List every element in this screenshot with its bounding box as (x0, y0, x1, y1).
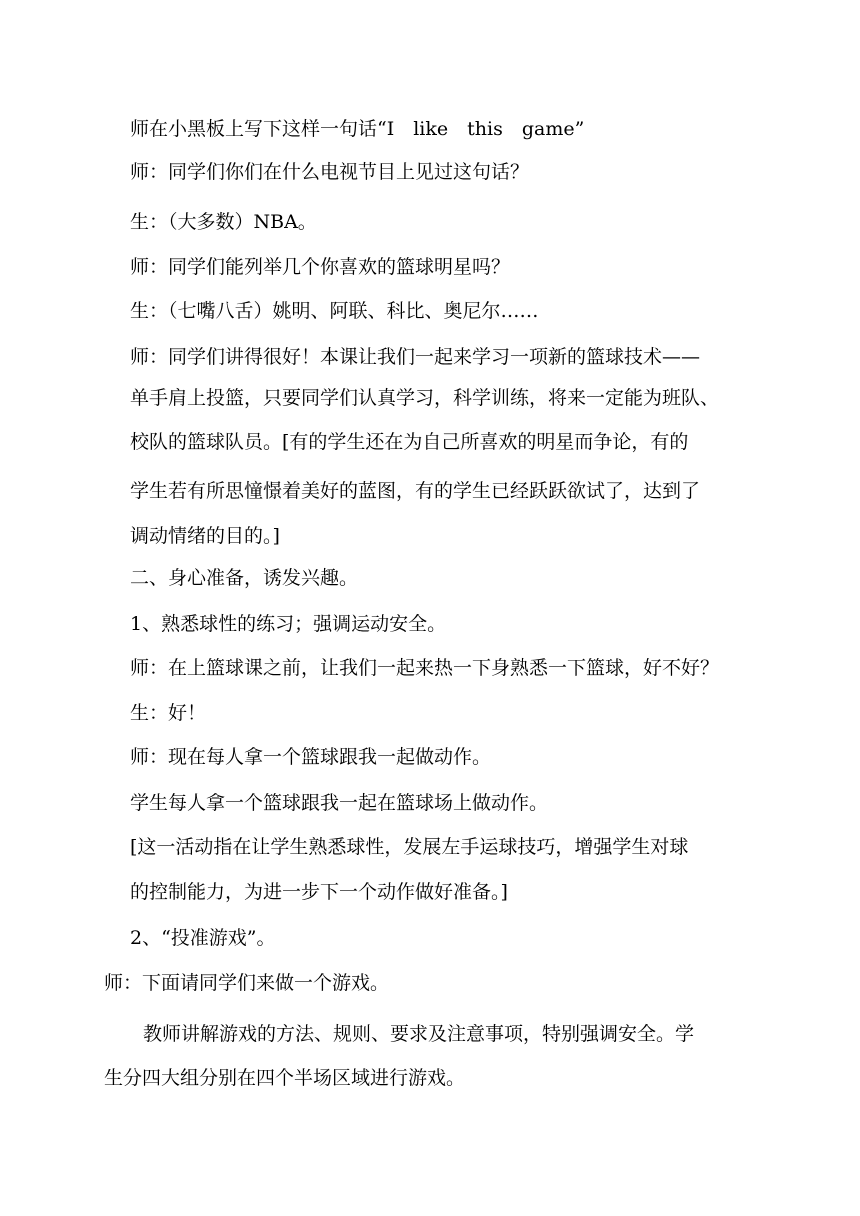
text-line-12: 1、熟悉球性的练习；强调运动安全。 (130, 613, 447, 635)
text-line-9: 学生若有所思憧憬着美好的蓝图，有的学生已经跃跃欲试了，达到了 (130, 480, 701, 502)
text-line-19: 2、“投准游戏”。 (130, 927, 276, 949)
text-line-2: 师：同学们你们在什么电视节目上见过这句话？ (130, 161, 530, 183)
text-line-8: 校队的篮球队员。[有的学生还在为自己所喜欢的明星而争论，有的 (130, 431, 689, 453)
text-line-3: 生：（大多数）NBA。 (130, 211, 317, 233)
text-line-6: 师：同学们讲得很好！本课让我们一起来学习一项新的篮球技术—— (130, 346, 701, 368)
text-line-5: 生：（七嘴八舌）姚明、阿联、科比、奥尼尔…… (130, 300, 539, 322)
text-line-22: 生分四大组分别在四个半场区域进行游戏。 (104, 1067, 466, 1089)
text-line-7: 单手肩上投篮，只要同学们认真学习，科学训练，将来一定能为班队、 (130, 387, 720, 409)
text-line-14: 生：好！ (130, 702, 207, 724)
text-line-21: 教师讲解游戏的方法、规则、要求及注意事项，特别强调安全。学 (143, 1023, 695, 1045)
text-line-20: 师：下面请同学们来做一个游戏。 (104, 972, 390, 994)
text-line-17: [这一活动指在让学生熟悉球性，发展左手运球技巧，增强学生对球 (130, 836, 689, 858)
text-line-15: 师：现在每人拿一个篮球跟我一起做动作。 (130, 746, 492, 768)
text-line-1: 师在小黑板上写下这样一句话“I like this game” (130, 118, 585, 140)
text-line-4: 师：同学们能列举几个你喜欢的篮球明星吗？ (130, 256, 511, 278)
text-line-11: 二、身心准备，诱发兴趣。 (130, 567, 359, 589)
text-line-16: 学生每人拿一个篮球跟我一起在篮球场上做动作。 (130, 792, 549, 814)
text-line-10: 调动情绪的目的。] (130, 525, 280, 547)
text-line-18: 的控制能力，为进一步下一个动作做好准备。] (130, 881, 508, 903)
text-line-13: 师：在上篮球课之前，让我们一起来热一下身熟悉一下篮球，好不好？ (130, 657, 720, 679)
